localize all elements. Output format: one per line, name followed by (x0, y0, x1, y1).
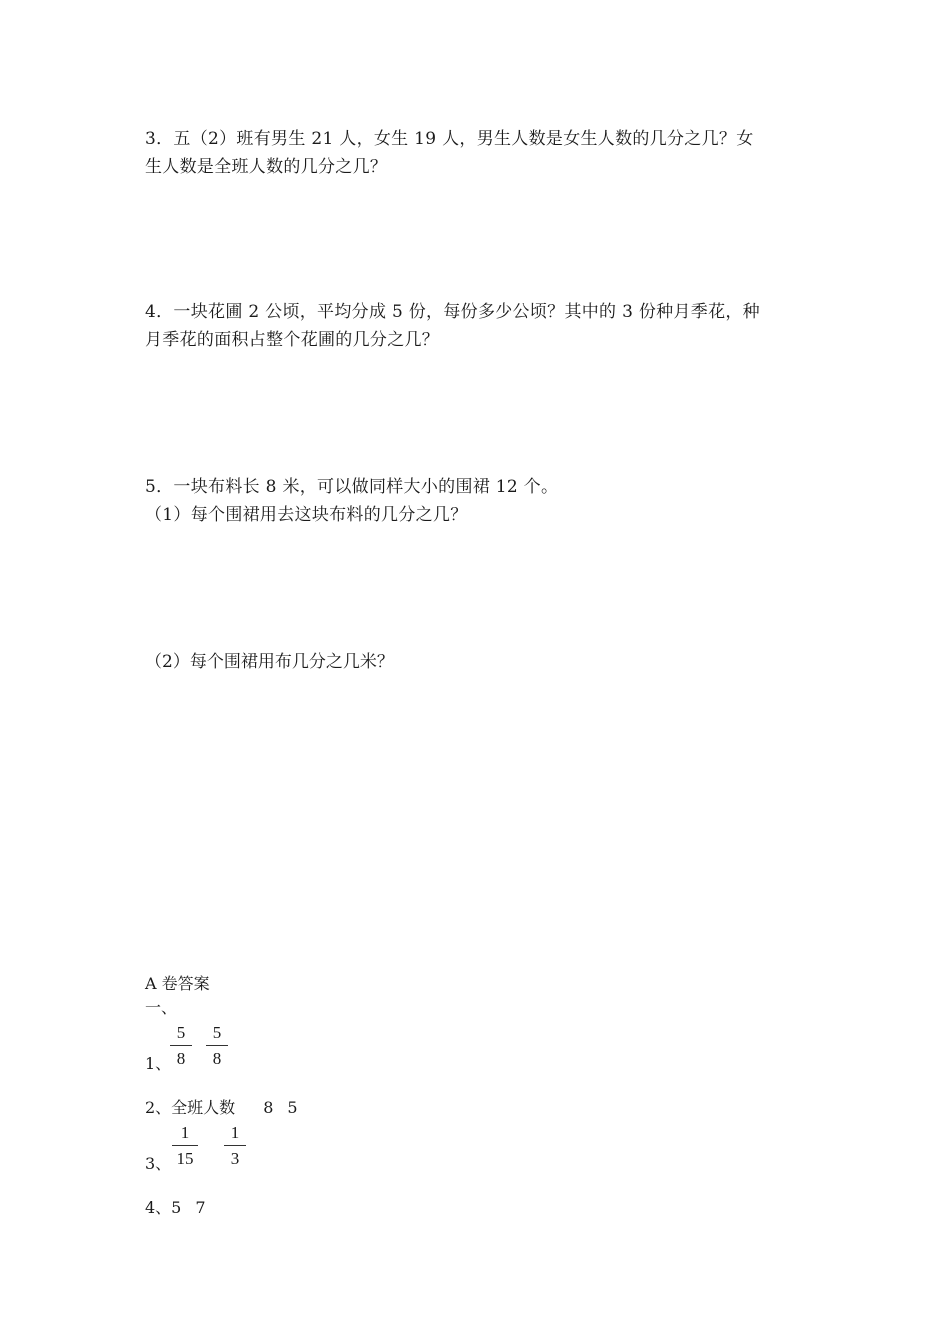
question-5-part-1: （1）每个围裙用去这块布料的几分之几？ (145, 505, 468, 525)
fraction-bar (206, 1045, 228, 1046)
answer-2 (145, 1097, 298, 1119)
fraction-numerator: 1 (230, 1123, 240, 1142)
fraction-numerator: 5 (176, 1023, 186, 1042)
fraction-bar (224, 1145, 246, 1146)
fraction-denominator: 8 (212, 1049, 222, 1068)
question-3 (145, 125, 810, 181)
answers-section-heading: 一、 (145, 998, 178, 1017)
answer-2-value-2: 5 (287, 1098, 298, 1117)
question-4 (145, 298, 810, 354)
answer-1-fraction-2 (206, 1023, 228, 1069)
answer-3-fraction-2 (224, 1123, 246, 1169)
question-4-line-2: 月季花的面积占整个花圃的几分之几？ (145, 330, 440, 350)
question-5 (145, 473, 810, 529)
question-5-part-2: （2）每个围裙用布几分之几米？ (145, 652, 394, 672)
question-4-line-1: 4．一块花圃 2 公顷，平均分成 5 份，每份多少公顷？其中的 3 份种月季花，种 (145, 302, 760, 322)
fraction-denominator: 15 (176, 1149, 194, 1168)
fraction-numerator: 1 (180, 1123, 190, 1142)
fraction-denominator: 8 (176, 1049, 186, 1068)
fraction-bar (172, 1145, 198, 1146)
question-3-line-1: 3．五（2）班有男生 21 人，女生 19 人，男生人数是女生人数的几分之几？女 (145, 129, 754, 149)
answer-3-label: 3、 (145, 1154, 172, 1173)
fraction-numerator: 5 (212, 1023, 222, 1042)
answer-1-label: 1、 (145, 1054, 172, 1073)
answer-2-value-1: 8 (263, 1098, 274, 1117)
answer-4-value-1: 7 (195, 1198, 206, 1217)
answers-title: A 卷答案 (145, 974, 210, 993)
answer-2-label: 2、全班人数 (145, 1098, 236, 1117)
answer-4 (145, 1197, 206, 1219)
answer-3-fraction-1 (172, 1123, 198, 1169)
fraction-denominator: 3 (230, 1149, 240, 1168)
answer-1-fraction-1 (170, 1023, 192, 1069)
answer-4-label: 4、5 (145, 1198, 182, 1217)
question-5-line-1: 5．一块布料长 8 米，可以做同样大小的围裙 12 个。 (145, 477, 559, 497)
fraction-bar (170, 1045, 192, 1046)
question-3-line-2: 生人数是全班人数的几分之几？ (145, 157, 388, 177)
